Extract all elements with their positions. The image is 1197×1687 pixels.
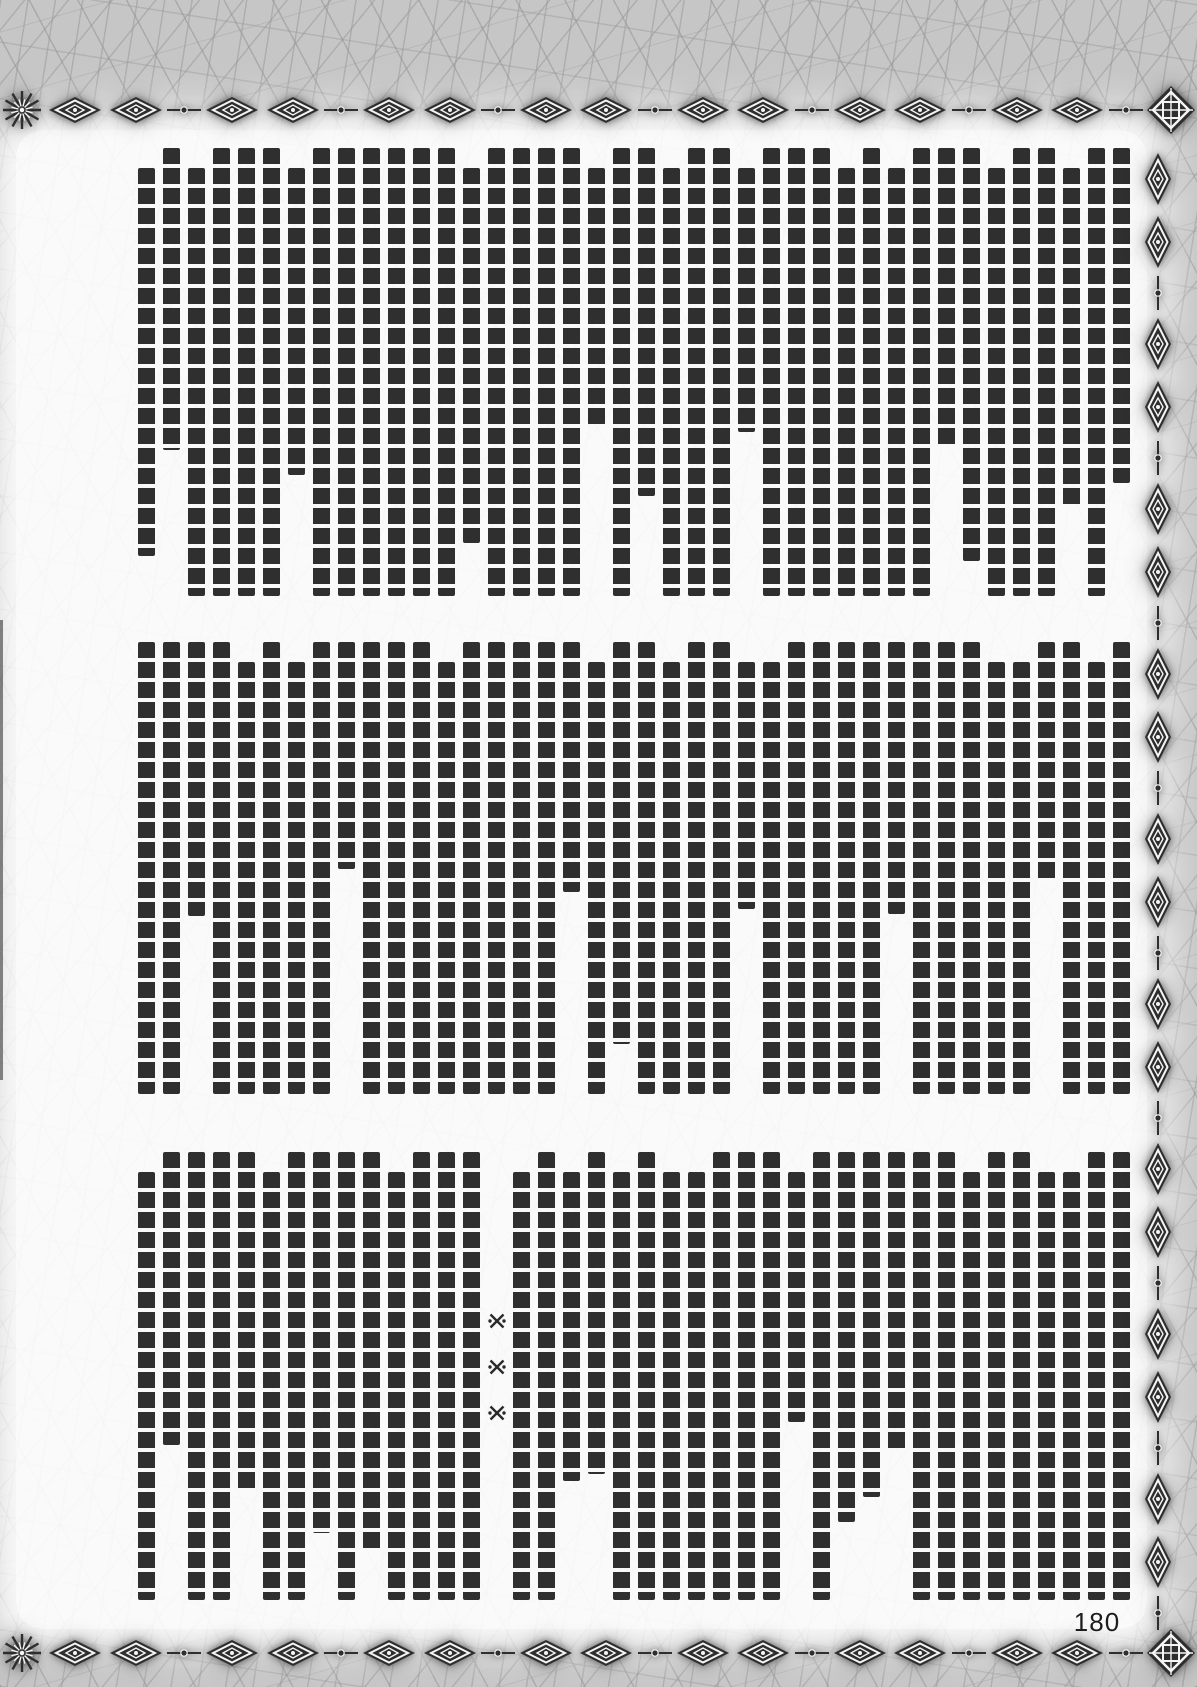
text-column-redacted [413,642,430,1094]
text-column-redacted [788,1172,805,1422]
connector-ornament-icon [167,95,201,125]
text-column-redacted [763,1152,780,1600]
text-column-redacted [1088,148,1105,596]
text-column-redacted [613,148,630,596]
lozenge-ornament-icon [734,1638,792,1668]
text-column-redacted [988,662,1005,1094]
connector-ornament-icon [1143,441,1173,475]
text-column-redacted [663,1172,680,1600]
lozenge-ornament-icon [1143,378,1173,436]
text-column-redacted [488,642,505,1094]
connector-ornament-icon [952,95,986,125]
lozenge-ornament-icon [891,1638,949,1668]
text-column-redacted [863,148,880,596]
text-column-redacted [163,148,180,450]
reference-mark-icon [488,1404,506,1422]
lozenge-ornament-icon [831,95,889,125]
text-column-redacted [838,1152,855,1522]
connector-ornament-icon [481,95,515,125]
text-column-redacted [888,642,905,914]
lozenge-ornament-icon [1143,873,1173,931]
text-column-redacted [963,1172,980,1600]
connector-ornament-icon [1143,1101,1173,1135]
text-column-redacted [1038,642,1055,882]
text-column-redacted [363,642,380,1094]
text-column-redacted [238,148,255,596]
text-column-redacted [913,642,930,1094]
text-column-redacted [1013,1152,1030,1600]
text-column-redacted [913,1152,930,1600]
text-column-redacted [213,1152,230,1600]
text-column-redacted [938,642,955,1094]
ornament-chain-right [1141,150,1175,1630]
text-column-redacted [438,662,455,1094]
lozenge-ornament-icon [1143,315,1173,373]
text-column-redacted [938,1152,955,1600]
lozenge-ornament-icon [360,1638,418,1668]
lozenge-ornament-icon [1143,543,1173,601]
text-column-redacted [1063,642,1080,1094]
text-column-redacted [138,642,155,1094]
scene-break-marker [488,1152,505,1600]
text-column-redacted [138,168,155,556]
text-column-redacted [288,1152,305,1600]
text-column-redacted [188,1152,205,1600]
text-column-redacted [538,1152,555,1600]
corner-medallion-icon [1145,84,1197,136]
text-column-redacted [813,1152,830,1600]
lozenge-ornament-icon [1143,645,1173,703]
text-column-redacted [1013,148,1030,596]
text-column-redacted [1038,1172,1055,1600]
connector-ornament-icon [1143,936,1173,970]
text-column-redacted [1038,148,1055,596]
text-column-redacted [563,1172,580,1481]
text-row-1 [138,148,1130,596]
text-column-redacted [663,662,680,1094]
text-column-redacted [1113,148,1130,483]
text-column-redacted [213,642,230,1094]
connector-ornament-icon [1143,1266,1173,1300]
text-row-2 [138,642,1130,1094]
text-column-redacted [588,168,605,425]
lozenge-ornament-icon [421,1638,479,1668]
lozenge-ornament-icon [988,95,1046,125]
lozenge-ornament-icon [517,95,575,125]
text-row-3 [138,1152,1130,1600]
text-column-redacted [388,148,405,596]
connector-ornament-icon [795,95,829,125]
text-column-redacted [763,662,780,1094]
text-column-redacted [988,168,1005,596]
text-column-redacted [813,148,830,596]
lozenge-ornament-icon [107,95,165,125]
text-column-redacted [588,1152,605,1474]
text-column-redacted [1088,1152,1105,1600]
text-column-redacted [963,642,980,1094]
lozenge-ornament-icon [264,95,322,125]
lozenge-ornament-icon [577,1638,635,1668]
snowflake-burst-icon [0,88,44,132]
connector-ornament-icon [952,1638,986,1668]
lozenge-ornament-icon [1143,1203,1173,1261]
lozenge-ornament-icon [1143,1368,1173,1426]
connector-ornament-icon [1143,276,1173,310]
text-column-redacted [1063,168,1080,506]
text-column-redacted [688,1172,705,1600]
page-number: 180 [1073,1607,1121,1637]
text-column-redacted [838,168,855,596]
text-column-redacted [188,642,205,916]
text-column-redacted [388,1172,405,1600]
lozenge-ornament-icon [1143,1140,1173,1198]
connector-ornament-icon [1143,771,1173,805]
text-column-redacted [613,1172,630,1600]
text-column-redacted [413,148,430,596]
text-column-redacted [688,642,705,1094]
lozenge-ornament-icon [421,95,479,125]
lozenge-ornament-icon [1143,975,1173,1033]
text-column-redacted [713,642,730,1094]
lozenge-ornament-icon [1143,480,1173,538]
text-column-redacted [938,148,955,447]
text-column-redacted [788,642,805,1094]
connector-ornament-icon [795,1638,829,1668]
text-column-redacted [313,642,330,1094]
text-column-redacted [513,1172,530,1600]
connector-ornament-icon [638,95,672,125]
text-column-redacted [463,642,480,1094]
connector-ornament-icon [481,1638,515,1668]
text-column-redacted [538,642,555,1094]
lozenge-ornament-icon [674,95,732,125]
connector-ornament-icon [1143,1431,1173,1465]
connector-ornament-icon [324,95,358,125]
text-column-redacted [463,1152,480,1600]
lozenge-ornament-icon [1143,1305,1173,1363]
lozenge-ornament-icon [988,1638,1046,1668]
text-column-redacted [388,642,405,1094]
lozenge-ornament-icon [891,95,949,125]
connector-ornament-icon [1109,95,1143,125]
connector-ornament-icon [638,1638,672,1668]
lozenge-ornament-icon [1143,810,1173,868]
lozenge-ornament-icon [46,1638,104,1668]
text-column-redacted [288,168,305,475]
text-column-redacted [813,642,830,1094]
text-column-redacted [513,148,530,596]
lozenge-ornament-icon [1143,1038,1173,1096]
text-column-redacted [363,1152,380,1550]
ornament-band-bottom [0,1636,1197,1670]
text-column-redacted [288,662,305,1094]
text-column-redacted [1088,662,1105,1094]
lozenge-ornament-icon [734,95,792,125]
reference-mark-icon [488,1312,506,1330]
text-column-redacted [888,168,905,596]
connector-ornament-icon [1143,1596,1173,1630]
text-column-redacted [363,148,380,596]
text-column-redacted [313,1152,330,1533]
text-column-redacted [838,642,855,1094]
lozenge-ornament-icon [107,1638,165,1668]
lozenge-ornament-icon [1143,1533,1173,1591]
connector-ornament-icon [324,1638,358,1668]
text-column-redacted [1063,1172,1080,1600]
text-column-redacted [1013,662,1030,1094]
text-column-redacted [738,168,755,432]
text-column-redacted [263,148,280,596]
text-column-redacted [463,168,480,543]
snowflake-burst-icon [0,1631,44,1675]
lozenge-ornament-icon [1048,95,1106,125]
lozenge-ornament-icon [264,1638,322,1668]
lozenge-ornament-icon [1143,150,1173,208]
text-column-redacted [988,1152,1005,1600]
text-column-redacted [213,148,230,596]
text-column-redacted [613,642,630,1044]
lozenge-ornament-icon [46,95,104,125]
connector-ornament-icon [167,1638,201,1668]
text-column-redacted [738,1152,755,1600]
text-column-redacted [788,148,805,596]
text-column-redacted [338,1152,355,1600]
lozenge-ornament-icon [674,1638,732,1668]
text-column-redacted [638,642,655,1094]
ornament-band-top [0,93,1197,127]
lozenge-ornament-icon [360,95,418,125]
text-column-redacted [863,1152,880,1497]
text-column-redacted [688,148,705,596]
text-column-redacted [563,642,580,892]
lozenge-ornament-icon [1048,1638,1106,1668]
text-column-redacted [188,168,205,596]
text-column-redacted [163,1152,180,1445]
text-column-redacted [513,642,530,1094]
connector-ornament-icon [1109,1638,1143,1668]
text-column-redacted [238,1152,255,1490]
text-column-redacted [313,148,330,596]
lozenge-ornament-icon [203,1638,261,1668]
text-column-redacted [1113,642,1130,1094]
text-column-redacted [863,642,880,1094]
lozenge-ornament-icon [831,1638,889,1668]
lozenge-ornament-icon [203,95,261,125]
text-column-redacted [438,1152,455,1600]
lozenge-ornament-icon [577,95,635,125]
corner-medallion-icon [1145,1627,1197,1679]
text-column-redacted [638,1152,655,1600]
lozenge-ornament-icon [1143,213,1173,271]
reference-mark-icon [488,1358,506,1376]
text-column-redacted [638,148,655,496]
text-column-redacted [263,642,280,1094]
text-column-redacted [713,1152,730,1600]
lozenge-ornament-icon [517,1638,575,1668]
text-column-redacted [563,148,580,596]
text-column-redacted [588,662,605,1094]
text-column-redacted [913,148,930,596]
connector-ornament-icon [1143,606,1173,640]
text-column-redacted [538,148,555,596]
text-column-redacted [963,148,980,561]
text-column-redacted [438,148,455,596]
text-column-redacted [163,642,180,1094]
lozenge-ornament-icon [1143,1470,1173,1528]
text-column-redacted [138,1172,155,1600]
text-column-redacted [713,148,730,596]
text-column-redacted [263,1172,280,1600]
text-column-redacted [338,642,355,869]
lozenge-ornament-icon [1143,708,1173,766]
text-column-redacted [238,662,255,1094]
text-column-redacted [488,148,505,596]
text-column-redacted [413,1152,430,1600]
text-column-redacted [1113,1152,1130,1600]
text-column-redacted [338,148,355,596]
scan-edge-line [0,620,3,1080]
text-column-redacted [763,148,780,596]
text-column-redacted [888,1152,905,1450]
text-column-redacted [663,168,680,596]
text-column-redacted [738,662,755,909]
